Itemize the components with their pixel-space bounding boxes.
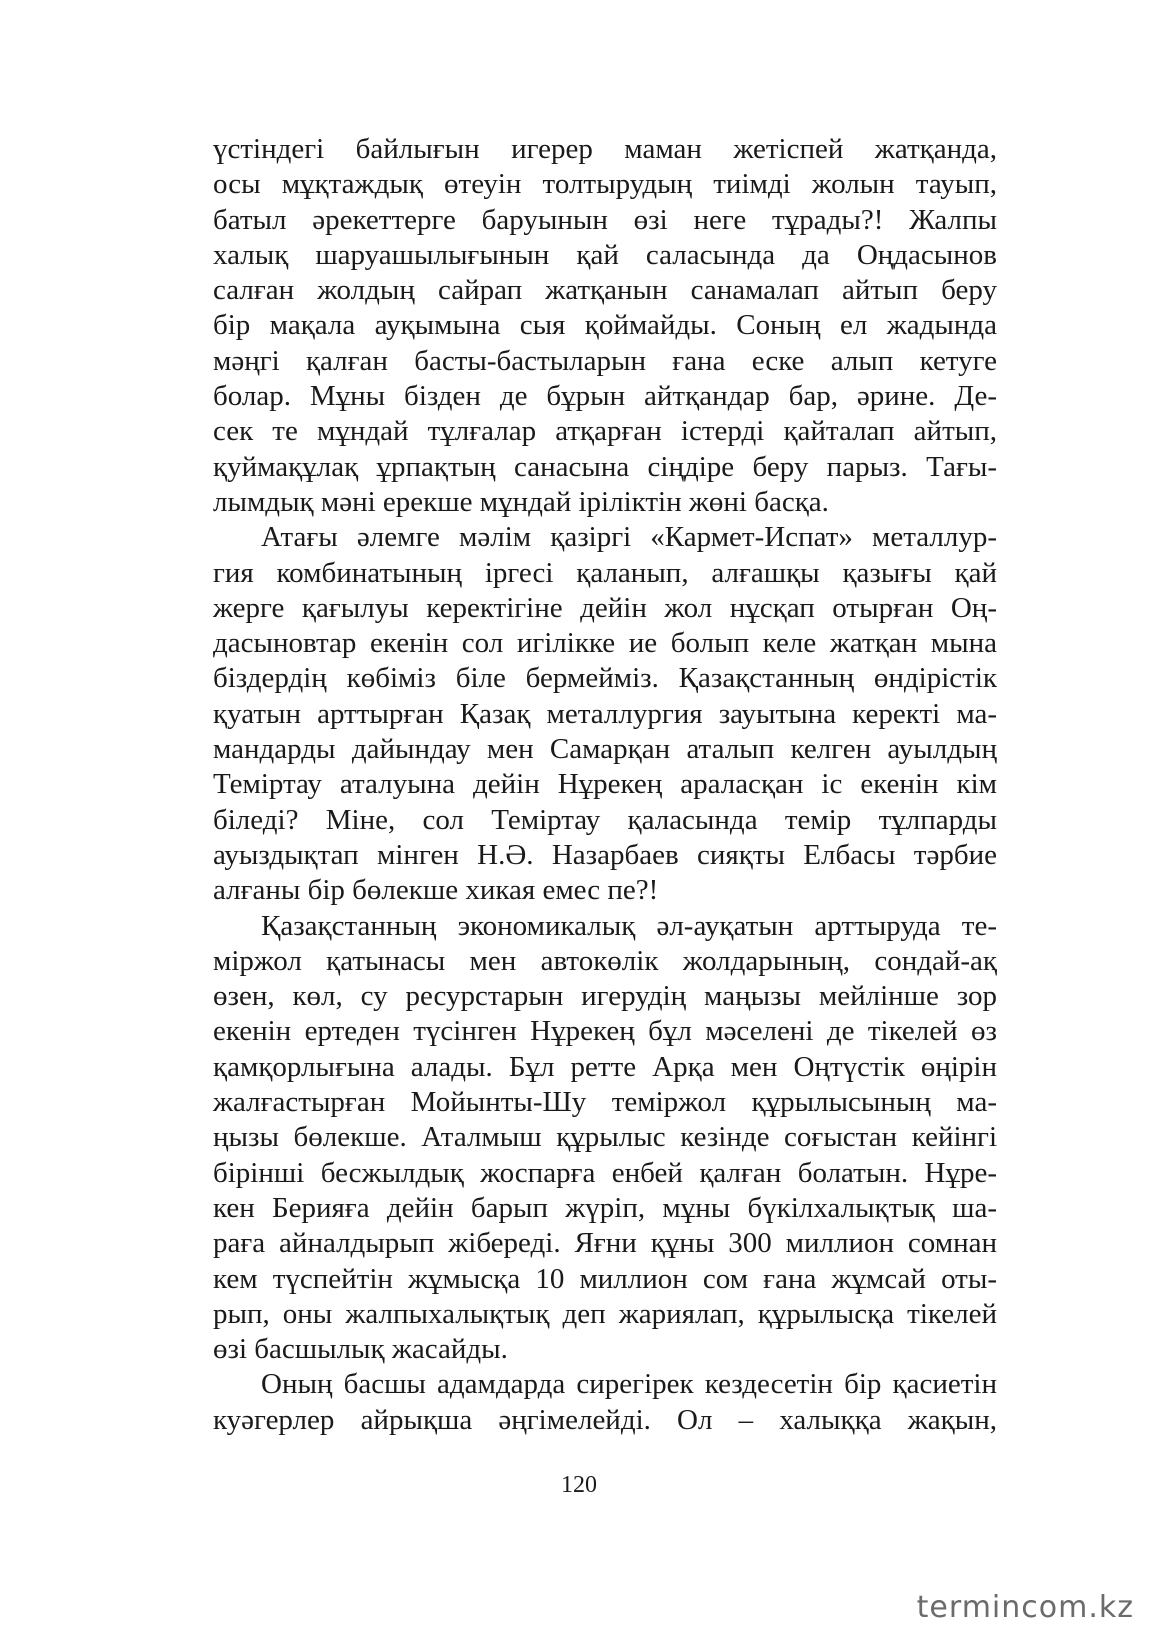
text-line: Оның басшы адамдарда сирегірек кездесетін бір қасиетін [261,1368,997,1401]
text-line: қуатын арттырған Қазақ металлургия зауытына керекті ма- [213,697,997,730]
text-line: Қазақстанның экономикалық әл-ауқатын арттыруда те- [261,909,997,942]
text-line: батыл әрекеттерге баруынын өзі неге тұрады?! Жалпы [213,203,997,236]
text-line: бір мақала ауқымына сыя қоймайды. Соның ел жадында [213,309,997,342]
text-line: ауыздықтап мінген Н.Ә. Назарбаев сияқты Елбасы тәрбие [213,838,997,871]
text-line: өзі басшылық жасайды. [213,1333,508,1366]
text-line: салған жолдың сайрап жатқанын санамалап айтып беру [213,274,997,307]
text-line: қамқорлығына алады. Бұл ретте Арқа мен Оңтүстік өңірін [213,1050,997,1083]
text-line: мандарды дайындау мен Самарқан аталып келген ауылдың [213,733,997,766]
text-line: рып, оны жалпыхалықтық деп жариялап, құрылысқа тікелей [213,1297,997,1330]
text-line: Теміртау аталуына дейін Нұрекең араласқан іс екенін кім [213,768,997,801]
text-line: алғаны бір бөлекше хикая емес пе?! [213,874,659,907]
text-line: бірінші бесжылдық жоспарға енбей қалған болатын. Нұре- [213,1156,997,1189]
text-line: болар. Мұны бізден де бұрын айтқандар бар, әрине. Де- [213,380,997,413]
watermark-text: termincom.kz [916,1590,1134,1625]
text-line: кен Берияға дейін барып жүріп, мұны бүкілхалықтық ша- [213,1191,997,1224]
text-line: гия комбинатының іргесі қаланып, алғашқы қазығы қай [213,556,997,589]
text-line: Атағы әлемге мәлім қазіргі «Кармет-Испат» металлур- [261,521,997,554]
text-line: жерге қағылуы керектігіне дейін жол нұсқап отырған Оң- [213,591,997,624]
text-line: екенін ертеден түсінген Нұрекең бұл мәселені де тікелей өз [213,1015,997,1048]
text-line: үстіндегі байлығын игерер маман жетіспей жатқанда, [213,133,997,165]
text-line: біледі? Міне, сол Теміртау қаласында темір тұлпарды [213,803,997,836]
text-line: мәңгі қалған басты-бастыларын ғана еске алып кетуге [213,344,997,377]
text-line: міржол қатынасы мен автокөлік жолдарының, сондай-ақ [213,944,997,977]
text-line: куәгерлер айрықша әңгімелейді. Ол – халыққа жақын, [213,1403,997,1436]
text-line: ңызы бөлекше. Аталмыш құрылыс кезінде соғыстан кейінгі [213,1121,997,1154]
text-line: сек те мұндай тұлғалар атқарған істерді қайталап айтып, [213,415,997,448]
body-text [213,132,997,1438]
text-line: өзен, көл, су ресурстарын игерудің маңызы мейлінше зор [213,980,997,1013]
text-line: біздердің көбіміз біле бермейміз. Қазақстанның өндірістік [213,662,997,695]
text-line: лымдық мәні ерекше мұндай іріліктін жөні басқа. [213,485,829,518]
text-line: дасыновтар екенін сол игілікке ие болып келе жатқан мына [213,627,997,660]
text-line: қуймақұлақ ұрпақтың санасына сіңдіре беру парыз. Тағы- [213,450,997,483]
text-line: осы мұқтаждық өтеуін толтырудың тиімді жолын тауып, [213,168,997,201]
text-line: кем түспейтін жұмысқа 10 миллион сом ғана жұмсай оты- [213,1262,997,1295]
text-line: раға айналдырып жібереді. Яғни құны 300 миллион сомнан [213,1227,997,1260]
watermark-logo [917,1571,1134,1625]
page-number: 120 [561,1472,597,1498]
text-line: халық шаруашылығынын қай саласында да Оңдасынов [213,238,997,271]
text-line: жалғастырған Мойынты-Шу теміржол құрылысының ма- [213,1086,997,1119]
